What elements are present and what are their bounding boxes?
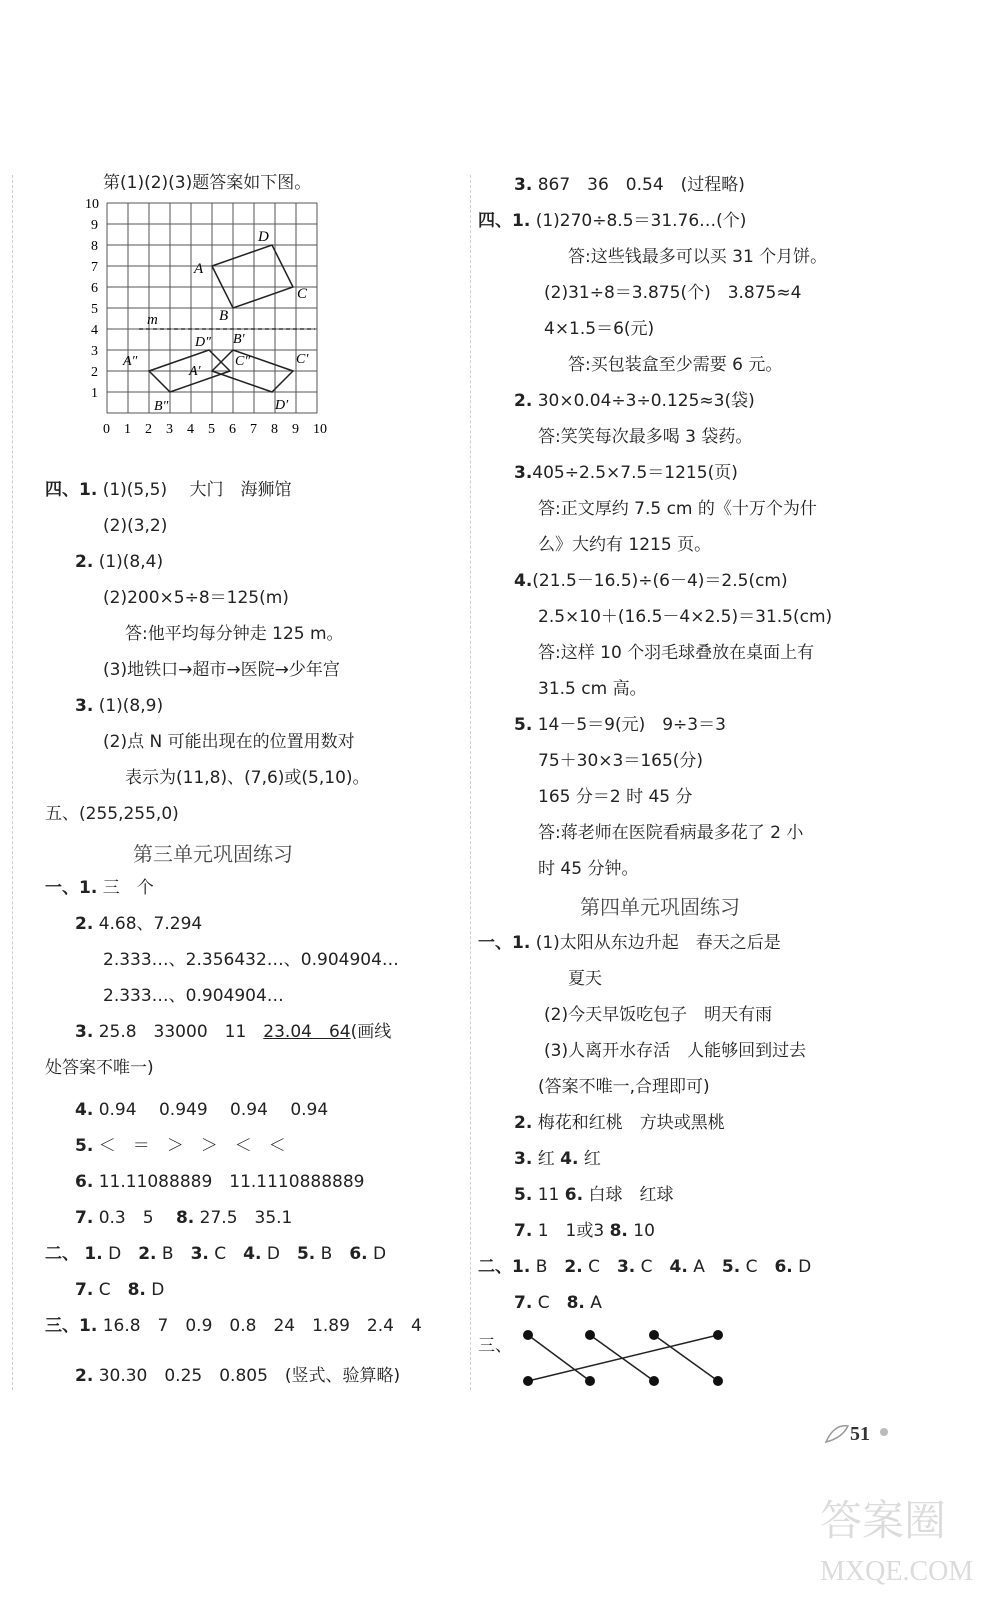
mc-number: 8. [566, 1293, 585, 1313]
u4-q6-number: 6. [564, 1185, 584, 1205]
y-tick-label: 4 [91, 323, 98, 338]
mc-answer: D [145, 1280, 165, 1300]
mc-answer: D [102, 1244, 139, 1264]
u3-q6-answer: 11.11088889 11.1110888889 [98, 1172, 365, 1192]
y-tick-label: 2 [91, 365, 98, 380]
label-D2: D″ [195, 335, 211, 350]
r-q5-number: 5. [514, 715, 533, 735]
u4-q5-number: 5. [514, 1185, 533, 1205]
u3-q2-answer-c: 2.333…、0.904904… [103, 986, 284, 1006]
mc-number: 6. [774, 1257, 793, 1277]
r-q4-number: 4. [514, 571, 533, 591]
u3-s3-q1-number: 1. [79, 1316, 98, 1336]
q4-2-answer-d: (3)地铁口→超市→医院→少年宫 [103, 660, 340, 680]
u4-q3-answer: 红 [537, 1149, 555, 1169]
r-q2-answer-a: 30×0.04÷3÷0.125≈3(袋) [537, 391, 755, 411]
page-number-badge [820, 1412, 900, 1452]
section-5-answer: 五、(255,255,0) [45, 804, 179, 824]
x-tick-label: 9 [292, 422, 299, 437]
coordinate-grid-figure [85, 197, 417, 463]
q4-2-answer-b: (2)200×5÷8＝125(m) [103, 588, 289, 608]
mc-answer: D [261, 1244, 297, 1264]
mc-number: 2. [138, 1244, 157, 1264]
u3-q3-answer-pre: 25.8 33000 11 [98, 1022, 264, 1042]
r-q3-answer: 867 36 0.54 (过程略) [537, 175, 745, 195]
u3-q4-number: 4. [75, 1100, 94, 1120]
r-q4-answer-a: (21.5－16.5)÷(6－4)＝2.5(cm) [532, 571, 788, 591]
u3-q4-item-2: 0.949 [158, 1100, 208, 1120]
r-q1-answer-c: (2)31÷8＝3.875(个) 3.875≈4 [544, 283, 802, 303]
u3-q3-number: 3. [75, 1022, 94, 1042]
u3-q4-item-4: 0.94 [290, 1100, 329, 1120]
grid-tick-labels [85, 197, 327, 437]
u4-section-2-label: 二、 [478, 1257, 512, 1277]
u4-q4-answer: 红 [583, 1149, 601, 1169]
r-q5-answer-b: 75＋30×3＝165(分) [538, 751, 704, 771]
q4-1-answer-a: (1)(5,5) 大门 海狮馆 [102, 480, 292, 500]
u3-q5-line [75, 1134, 286, 1158]
u3-q5-number: 5. [75, 1136, 94, 1156]
q4-3-number: 3. [75, 696, 94, 716]
u4-q7-number: 7. [514, 1221, 533, 1241]
u3-section-3-label: 三、 [45, 1316, 79, 1336]
u3-q4-item-3: 0.94 [230, 1100, 268, 1120]
r-q4-answer-c: 答:这样 10 个羽毛球叠放在桌面上有 [538, 643, 815, 663]
u3-section-1-line1 [45, 876, 154, 900]
q4-3-line [75, 694, 163, 718]
u3-section-2-answers-1 [84, 1244, 386, 1264]
mc-number: 4. [669, 1257, 688, 1277]
q4-3-answer-a: (1)(8,9) [98, 696, 164, 716]
label-A: A [194, 261, 204, 277]
u4-section-2-answers-2 [514, 1291, 602, 1315]
u4-q1-number: 1. [512, 933, 531, 953]
r-q2-answer-b: 答:笑笑每次最多喝 3 袋药。 [538, 427, 753, 447]
u3-q2-answer-b: 2.333…、2.356432…、0.904904… [103, 950, 399, 970]
u4-section-2-answers-1 [512, 1257, 811, 1277]
y-tick-label: 1 [91, 386, 98, 401]
y-tick-label: 8 [91, 239, 98, 254]
u3-q1-answer: 三 个 [102, 878, 154, 898]
u3-section-2-label: 二、 [45, 1244, 79, 1264]
label-C: C [297, 286, 308, 302]
x-tick-label: 8 [271, 422, 278, 437]
r-q4-line [514, 569, 788, 593]
match-line-4 [528, 1335, 718, 1381]
mc-answer: C [740, 1257, 775, 1277]
u3-q7-q8-line [75, 1206, 292, 1230]
u4-q1-answer-a: (1)太阳从东边升起 春天之后是 [535, 933, 781, 953]
r-q3-number: 3. [514, 175, 533, 195]
r-q5-answer-e: 时 45 分钟。 [538, 859, 639, 879]
leaf-icon [826, 1426, 848, 1442]
q4-1-number: 1. [79, 480, 98, 500]
u3-q3-answer-post: (画线 [350, 1022, 392, 1042]
r-q1-answer-b: 答:这些钱最多可以买 31 个月饼。 [568, 247, 828, 267]
watermark-line-1: 答案圈 [820, 1499, 947, 1545]
u4-q7-q8-line [514, 1219, 655, 1243]
u3-q5-answer: ＜ ＝ ＞ ＞ ＜ ＜ [98, 1136, 286, 1156]
r-q1-number: 1. [512, 211, 531, 231]
u4-section-1-line1 [478, 931, 781, 955]
u4-q4-number: 4. [560, 1149, 579, 1169]
u4-q7-answer: 1 1或3 [537, 1221, 605, 1241]
label-A2: A″ [123, 354, 138, 369]
mc-answer: C [93, 1280, 128, 1300]
label-D1: D′ [275, 398, 289, 413]
label-C1: C′ [296, 352, 309, 367]
y-tick-label: 10 [85, 197, 99, 212]
r-q4-answer-d: 31.5 cm 高。 [538, 679, 647, 699]
r-q5-answer-a: 14－5＝9(元) 9÷3＝3 [537, 715, 726, 735]
r-q5-answer-c: 165 分＝2 时 45 分 [538, 787, 693, 807]
q4-2-number: 2. [75, 552, 94, 572]
r-q1-answer-a: (1)270÷8.5＝31.76…(个) [535, 211, 747, 231]
mc-answer: C [532, 1293, 567, 1313]
mc-number: 8. [127, 1280, 146, 1300]
x-tick-label: 2 [145, 422, 152, 437]
r-q5-line [514, 713, 726, 737]
mc-answer: A [584, 1293, 602, 1313]
u4-q2-line [514, 1111, 725, 1135]
left-margin-divider [12, 175, 13, 1390]
r-q3b-answer-a: 405÷2.5×7.5＝1215(页) [532, 463, 738, 483]
u3-s3-q2-answer: 30.30 0.25 0.805 (竖式、验算略) [98, 1366, 401, 1386]
u3-q6-number: 6. [75, 1172, 94, 1192]
u3-q4-item-1: 0.94 [98, 1100, 137, 1120]
u4-q3-number: 3. [514, 1149, 533, 1169]
u4-q8-answer: 10 [633, 1221, 655, 1241]
u3-q7-number: 7. [75, 1208, 94, 1228]
unit4-title: 第四单元巩固练习 [580, 895, 740, 919]
u4-q2-answer: 梅花和红桃 方块或黑桃 [537, 1113, 725, 1133]
u3-q1-number: 1. [79, 878, 98, 898]
label-B: B [219, 308, 229, 324]
match-dot-bottom-3 [649, 1376, 659, 1386]
r-q5-answer-d: 答:蒋老师在医院看病最多花了 2 小 [538, 823, 804, 843]
u3-q3-line [75, 1020, 391, 1044]
u3-q8-answer: 27.5 35.1 [199, 1208, 293, 1228]
x-tick-label: 7 [250, 422, 257, 437]
parallelogram-ABCD [212, 245, 293, 308]
u4-q5-q6-line [514, 1183, 673, 1207]
mc-answer: C [208, 1244, 244, 1264]
x-tick-label: 3 [166, 422, 173, 437]
u4-q1-answer-b: 夏天 [568, 969, 602, 989]
watermark-line-2: MXQE.COM [820, 1556, 974, 1587]
mc-number: 2. [564, 1257, 583, 1277]
u3-q8-number: 8. [175, 1208, 195, 1228]
x-tick-label: 6 [229, 422, 236, 437]
q4-1-answer-b: (2)(3,2) [103, 516, 168, 536]
u3-s3-q2-number: 2. [75, 1366, 94, 1386]
mc-answer: C [582, 1257, 617, 1277]
mc-number: 6. [349, 1244, 368, 1264]
q4-3-answer-b: (2)点 N 可能出现在的位置用数对 [103, 732, 355, 752]
u3-q4-line [75, 1098, 328, 1122]
mc-answer: B [530, 1257, 565, 1277]
match-dot-top-4 [713, 1330, 723, 1340]
u3-q6-line [75, 1170, 364, 1194]
r-q3b-answer-c: 么》大约有 1215 页。 [538, 535, 712, 555]
x-tick-label: 4 [187, 422, 194, 437]
y-tick-label: 9 [91, 218, 98, 233]
y-tick-label: 6 [91, 281, 98, 296]
r-section-4-line1 [478, 209, 746, 233]
r-q3b-number: 3. [514, 463, 533, 483]
y-tick-label: 7 [91, 260, 98, 275]
q4-2-line [75, 550, 163, 574]
u4-q8-number: 8. [609, 1221, 628, 1241]
u4-q5-answer: 11 [537, 1185, 560, 1205]
label-m: m [147, 312, 158, 328]
q4-2-answer-a: (1)(8,4) [98, 552, 164, 572]
match-dot-top-1 [523, 1330, 533, 1340]
u3-q7-answer: 0.3 5 [98, 1208, 154, 1228]
match-dot-bottom-2 [585, 1376, 595, 1386]
mc-number: 7. [75, 1280, 94, 1300]
u4-section-3-label: 三、 [478, 1336, 512, 1356]
match-dot-bottom-4 [713, 1376, 723, 1386]
u4-section-1-label: 一、 [478, 933, 512, 953]
label-C2: C″ [235, 354, 251, 369]
u3-q3-answer-underlined: 23.04 64 [263, 1022, 351, 1042]
r-q3b-answer-b: 答:正文厚约 7.5 cm 的《十万个为什 [538, 499, 817, 519]
u4-q1-answer-d: (3)人离开水存活 人能够回到过去 [544, 1041, 807, 1061]
unit3-title: 第三单元巩固练习 [133, 842, 293, 866]
mc-number: 5. [296, 1244, 316, 1264]
section-4-line1 [45, 478, 292, 502]
r-q3b-line [514, 461, 738, 485]
u4-q2-number: 2. [514, 1113, 533, 1133]
q4-3-answer-c: 表示为(11,8)、(7,6)或(5,10)。 [125, 768, 370, 788]
mc-number: 3. [190, 1244, 209, 1264]
mc-number: 1. [84, 1244, 103, 1264]
mc-answer: C [635, 1257, 670, 1277]
r-q1-answer-e: 答:买包装盒至少需要 6 元。 [568, 355, 783, 375]
mc-answer: B [315, 1244, 350, 1264]
x-tick-label: 1 [124, 422, 131, 437]
grid-lines [107, 203, 317, 413]
match-dot-bottom-1 [523, 1376, 533, 1386]
mc-answer: B [156, 1244, 191, 1264]
u4-q1-answer-c: (2)今天早饭吃包子 明天有雨 [544, 1005, 773, 1025]
mc-answer: D [367, 1244, 387, 1264]
label-B2: B″ [154, 399, 169, 414]
mc-answer: D [792, 1257, 812, 1277]
mc-number: 7. [514, 1293, 533, 1313]
label-D: D [258, 229, 269, 245]
u3-q2-number: 2. [75, 914, 94, 934]
y-tick-label: 3 [91, 344, 98, 359]
u3-q3-answer-b: 处答案不唯一) [45, 1058, 154, 1078]
u3-q2-answer-a: 4.68、7.294 [98, 914, 203, 934]
u3-section-3-line1 [45, 1314, 422, 1338]
matching-lines-figure [508, 1323, 728, 1393]
label-A1: A′ [189, 364, 201, 379]
u4-q1-answer-e: (答案不唯一,合理即可) [538, 1077, 710, 1097]
u4-q3-q4-line [514, 1147, 601, 1171]
x-tick-label: 0 [103, 422, 110, 437]
page-dot-icon [880, 1428, 888, 1436]
match-dot-top-3 [649, 1330, 659, 1340]
u3-section-2-answers-2 [75, 1278, 164, 1302]
mc-number: 5. [721, 1257, 741, 1277]
r-q2-number: 2. [514, 391, 533, 411]
intro-text: 第(1)(2)(3)题答案如下图。 [103, 173, 312, 193]
y-tick-label: 5 [91, 302, 98, 317]
r-q3-line [514, 173, 745, 197]
match-line-3 [654, 1335, 718, 1381]
mc-number: 3. [616, 1257, 636, 1277]
r-section-4-label: 四、 [478, 211, 512, 231]
r-q1-answer-d: 4×1.5＝6(元) [544, 319, 655, 339]
u3-section-2-line1 [45, 1242, 386, 1266]
x-tick-label: 5 [208, 422, 215, 437]
u3-s3-q2-line [75, 1364, 400, 1388]
q4-2-answer-c: 答:他平均每分钟走 125 m。 [125, 624, 344, 644]
u4-section-2-line1 [478, 1255, 811, 1279]
mc-number: 4. [243, 1244, 262, 1264]
column-divider [470, 175, 471, 1390]
x-tick-label: 10 [313, 422, 327, 437]
mc-answer: A [687, 1257, 722, 1277]
u3-section-1-label: 一、 [45, 878, 79, 898]
u3-s3-q1-answer: 16.8 7 0.9 0.8 24 1.89 2.4 4 [102, 1316, 422, 1336]
section-4-label: 四、 [45, 480, 79, 500]
u4-q6-answer: 白球 红球 [588, 1185, 674, 1205]
u3-q2-line [75, 912, 202, 936]
mc-number: 1. [512, 1257, 531, 1277]
r-q2-line [514, 389, 755, 413]
match-dot-top-2 [585, 1330, 595, 1340]
watermark-logo [800, 1480, 990, 1595]
page-number: 51 [850, 1423, 870, 1445]
label-B1: B′ [233, 332, 245, 347]
r-q4-answer-b: 2.5×10＋(16.5－4×2.5)＝31.5(cm) [538, 607, 833, 627]
